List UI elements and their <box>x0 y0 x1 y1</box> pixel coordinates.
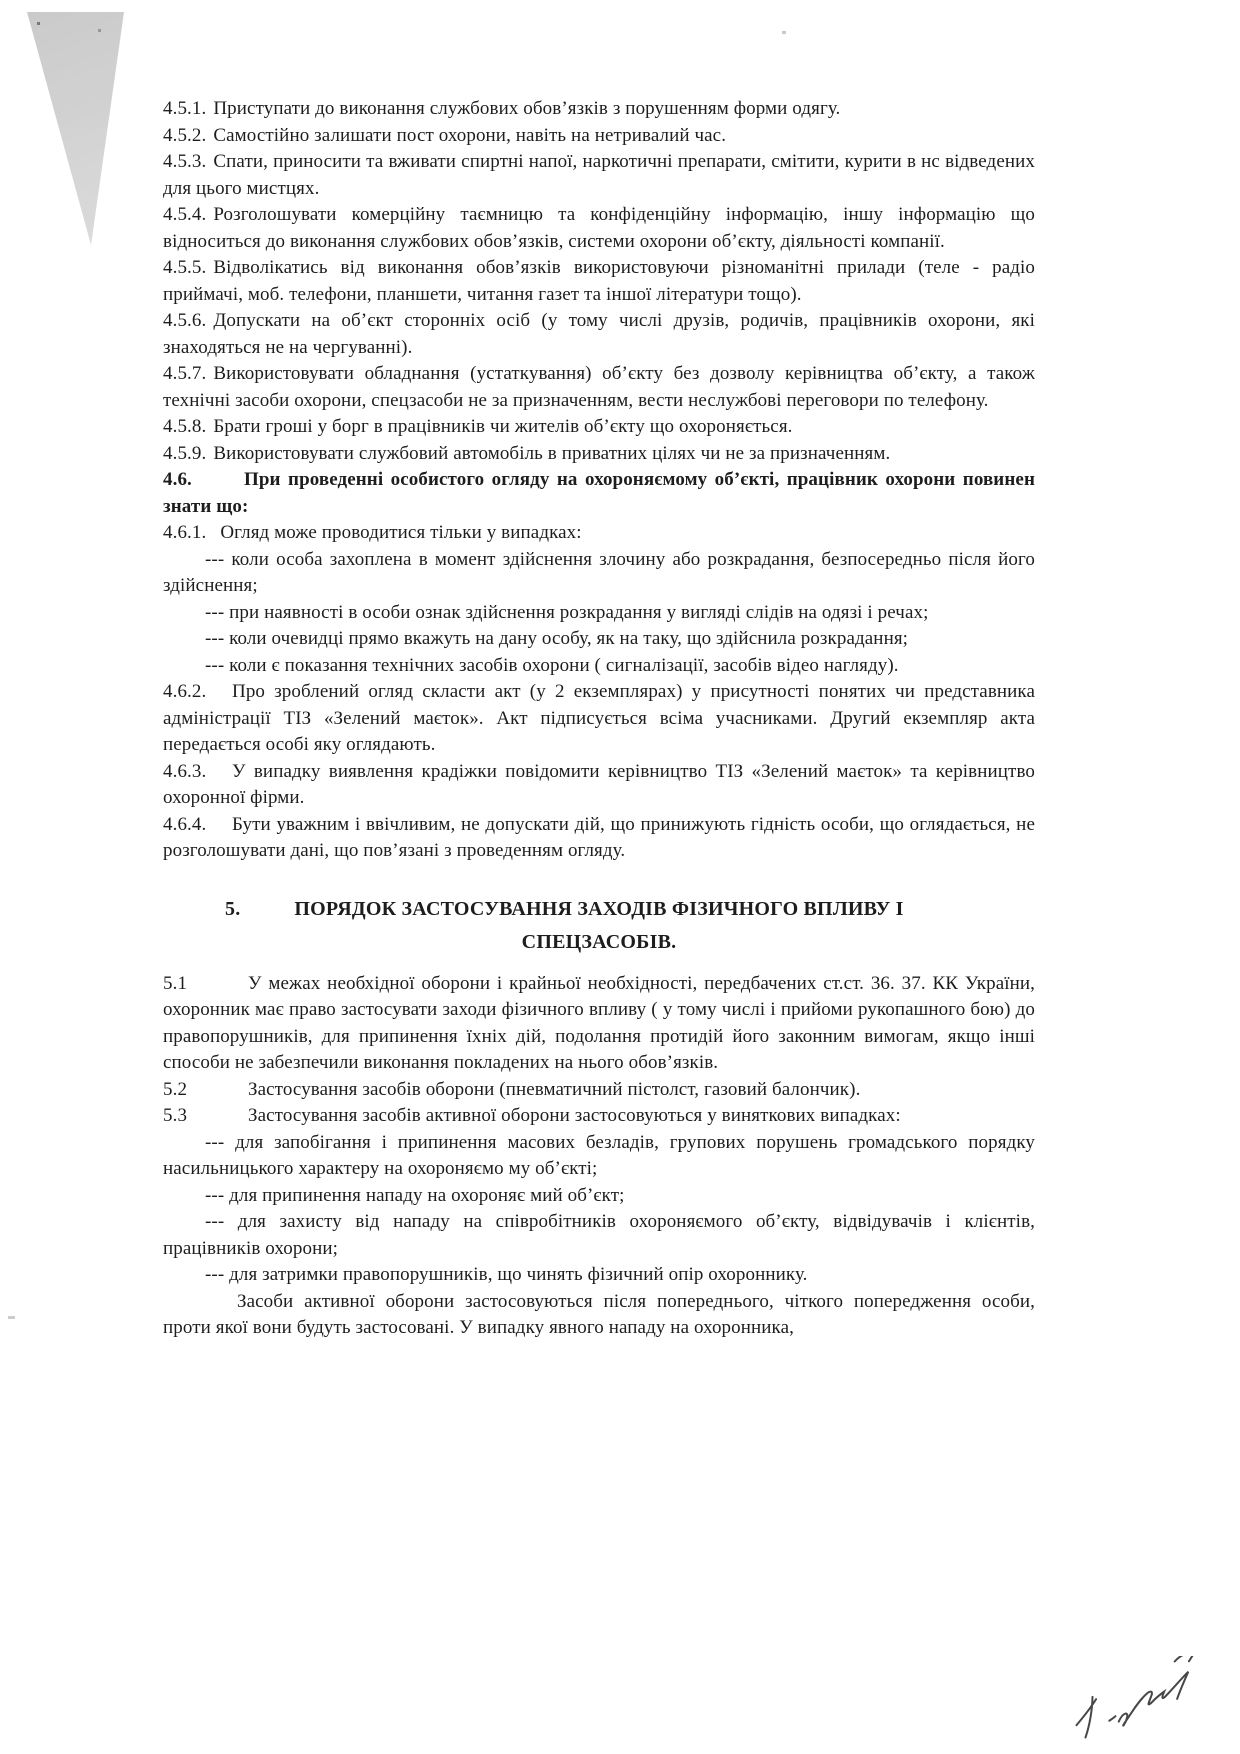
clause-5-3 <box>163 1103 1035 1130</box>
clause-number: 5.2 <box>163 1078 188 1100</box>
clause-4-6-1 <box>163 520 1035 547</box>
section-5-heading <box>163 893 1035 959</box>
clause-number: 4.5.6. <box>163 310 207 331</box>
clause-number: 4.6.4. <box>163 813 207 835</box>
clause-text: Самостійно залишати пост охорони, навіть на нетривалий час. <box>213 124 727 146</box>
clause-4-5-1 <box>163 96 1035 123</box>
clause-4-6-2 <box>163 679 1035 759</box>
clause-text: Розголошувати комерційну таємницю та конфіденційну інформацію, іншу інформацію що відноситься до виконання службових обов’язків, системи охорони об’єкту, діяльності компанії. <box>163 204 1035 252</box>
inspection-case-2: --- при наявності в особи ознак здійснення розкрадання у вигляді слідів на одязі і речах; <box>205 601 929 623</box>
closing-paragraph: Засоби активної оборони застосовуються після попереднього, чіткого попередження особи, проти якої вони будуть застосовані. У випадку явного нападу на охоронника, <box>163 1290 1035 1338</box>
clause-number: 4.6. <box>163 469 192 490</box>
clause-text: Брати гроші у борг в працівників чи жителів об’єкту що охороняється. <box>213 416 793 437</box>
clause-4-5-6 <box>163 308 1035 361</box>
clause-number: 4.5.2. <box>163 124 207 146</box>
handwritten-signature <box>1066 1656 1216 1740</box>
force-case-2: --- для припинення нападу на охороняє мий об’єкт; <box>205 1184 625 1206</box>
clause-number: 4.6.1. <box>163 522 207 543</box>
document-body <box>163 96 1035 1342</box>
clause-4-5-8 <box>163 414 1035 441</box>
clause-text: Приступати до виконання службових обов’язків з порушенням форми одягу. <box>213 98 841 119</box>
clause-number: 4.6.2. <box>163 681 207 702</box>
clause-4-5-3 <box>163 149 1035 202</box>
clause-4-5-5 <box>163 255 1035 308</box>
clause-text: Бути уважним і ввічливим, не допускати дій, що принижують гідність особи, що оглядається, не розголошувати дані, що пов’язані з проведенням огляду. <box>163 813 1035 861</box>
clause-text: При проведенні особистого огляду на охороняємому об’єкті, працівник охорони повинен знати що: <box>163 469 1035 517</box>
clause-text: Відволікатись від виконання обов’язків використовуючи різноманітні прилади (теле - радіо приймачі, моб. телефони, планшети, читання газет та іншої літератури тощо). <box>163 257 1035 305</box>
clause-text: Огляд може проводитися тільки у випадках: <box>220 522 582 543</box>
clause-4-6-4 <box>163 812 1035 865</box>
section-5-number: 5. <box>225 897 241 920</box>
clause-text: У межах необхідної оборони і крайньої необхідності, передбачених ст.ст. 36. 37. КК України, охоронник має право застосувати заходи фізичного впливу ( у тому числі і прийоми рукопашного бою) до правопорушників, для припинення їхніх дій, подолання протидій його законним вимогам, якщо інші способи не забезпечили виконання покладених на нього обов’язків. <box>163 972 1035 1073</box>
force-case-3: --- для захисту від нападу на співробітників охороняємого об’єкту, відвідувачів і клієнтів, працівників охорони; <box>163 1211 1035 1259</box>
clause-number: 4.5.3. <box>163 151 207 172</box>
scan-speck <box>782 31 786 34</box>
section-5-title-line1: ПОРЯДОК ЗАСТОСУВАННЯ ЗАХОДІВ ФІЗИЧНОГО ВПЛИВУ І <box>294 897 904 920</box>
clause-number: 4.5.8. <box>163 416 207 437</box>
force-case-1: --- для запобігання і припинення масових безладів, групових порушень громадського порядку насильницького характеру на охороняємо му об’єкті; <box>163 1131 1035 1179</box>
inspection-case-3: --- коли очевидці прямо вкажуть на дану особу, як на таку, що здійснила розкрадання; <box>205 628 909 649</box>
clause-4-5-9 <box>163 441 1035 468</box>
clause-text: Застосування засобів оборони (пневматичний пістолст, газовий балончик). <box>248 1078 861 1100</box>
clause-number: 4.5.9. <box>163 442 207 464</box>
clause-number: 4.6.3. <box>163 760 207 782</box>
clause-text: Про зроблений огляд скласти акт (у 2 екземплярах) у присутності понятих чи представника адміністрації ТІЗ «Зелений маєток». Акт підписується всіма учасниками. Другий екземпляр акта передається особі яку оглядають. <box>163 681 1035 755</box>
clause-number: 4.5.7. <box>163 363 207 384</box>
clause-4-6-3 <box>163 759 1035 812</box>
section-5-title-line2: СПЕЦЗАСОБІВ. <box>521 930 677 953</box>
clause-4-5-4 <box>163 202 1035 255</box>
clause-4-5-2 <box>163 123 1035 150</box>
clause-number: 4.5.5. <box>163 257 207 278</box>
clause-number: 5.1 <box>163 972 188 994</box>
clause-text: Застосування засобів активної оборони застосовуються у виняткових випадках: <box>248 1105 901 1126</box>
clause-text: Використовувати обладнання (устаткування) об’єкту без дозволу керівництва об’єкту, а також технічні засоби охорони, спецзасоби не за призначенням, вести неслужбові переговори по телефону. <box>163 363 1035 411</box>
clause-number: 4.5.4. <box>163 204 207 225</box>
scan-speck <box>8 1316 15 1319</box>
force-case-4: --- для затримки правопорушників, що чинять фізичний опір охороннику. <box>205 1264 808 1285</box>
corner-fold-shadow <box>27 12 124 245</box>
clause-4-6-heading <box>163 467 1035 520</box>
clause-text: Використовувати службовий автомобіль в приватних цілях чи не за призначенням. <box>213 442 891 464</box>
clause-number: 4.5.1. <box>163 98 207 119</box>
inspection-case-4: --- коли є показання технічних засобів охорони ( сигналізації, засобів відео нагляду). <box>205 654 899 676</box>
clause-5-2 <box>163 1077 1035 1104</box>
clause-4-5-7 <box>163 361 1035 414</box>
inspection-case-1: --- коли особа захоплена в момент здійснення злочину або розкрадання, безпосередньо після його здійснення; <box>163 548 1035 596</box>
clause-text: У випадку виявлення крадіжки повідомити керівництво ТІЗ «Зелений маєток» та керівництво охоронної фірми. <box>163 760 1035 808</box>
clause-text: Спати, приносити та вживати спиртні напої, наркотичні препарати, смітити, курити в нс відведених для цього мистцях. <box>163 151 1035 199</box>
clause-number: 5.3 <box>163 1105 188 1126</box>
clause-5-1 <box>163 971 1035 1077</box>
clause-text: Допускати на об’єкт сторонніх осіб (у тому числі друзів, родичів, працівників охорони, які знаходяться не на чергуванні). <box>163 310 1035 358</box>
